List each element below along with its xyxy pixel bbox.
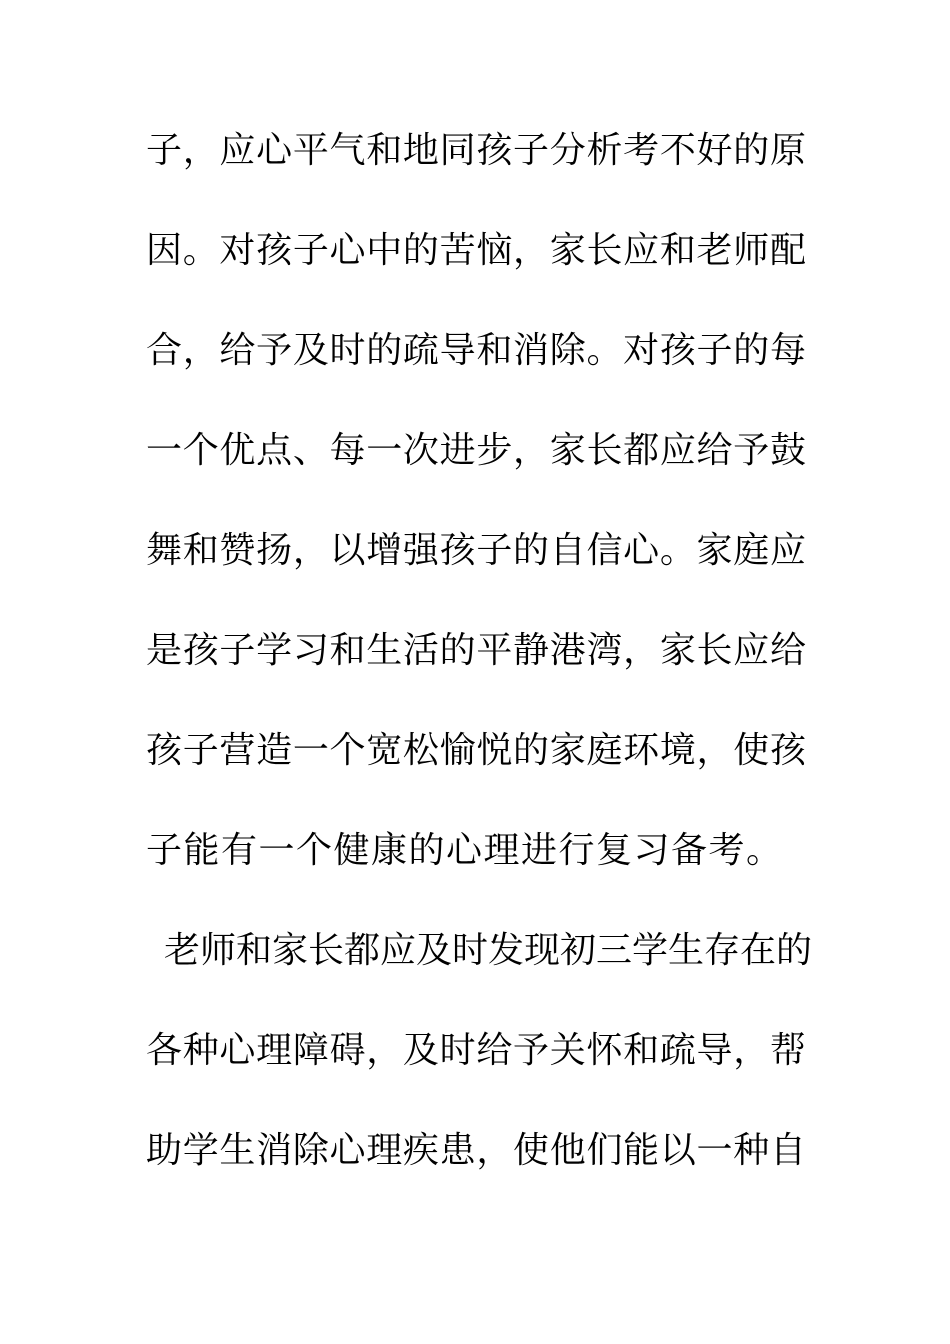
body-text	[146, 121, 813, 1221]
text-line: 是 孩 子 学 习 和 生 活 的 平 静 港 湾 ， 家 长 应 给	[146, 630, 806, 671]
text-line: 子 ， 应 心 平 气 和 地 同 孩 子 分 析 考 不 好 的 原	[146, 130, 806, 171]
text-line-paragraph-end: 子 能 有 一 个 健 康 的 心 理 进 行 复 习 备 考 。	[146, 830, 783, 871]
text-line: 孩 子 营 造 一 个 宽 松 愉 悦 的 家 庭 环 境 ， 使 孩	[146, 730, 806, 771]
text-line-paragraph-start: 老 师 和 家 长 都 应 及 时 发 现 初 三 学 生 存 在 的	[164, 930, 813, 971]
text-line: 合 ， 给 予 及 时 的 疏 导 和 消 除 。 对 孩 子 的 每	[146, 330, 806, 371]
text-line: 一 个 优 点 、 每 一 次 进 步 ， 家 长 都 应 给 予 鼓	[146, 430, 806, 471]
text-line: 舞 和 赞 扬 ， 以 增 强 孩 子 的 自 信 心 。 家 庭 应	[146, 530, 806, 571]
text-line: 各 种 心 理 障 碍 ， 及 时 给 予 关 怀 和 疏 导 ， 帮	[146, 1030, 806, 1071]
text-line: 助 学 生 消 除 心 理 疾 患 ， 使 他 们 能 以 一 种 自	[146, 1130, 806, 1171]
text-line: 因 。 对 孩 子 心 中 的 苦 恼 ， 家 长 应 和 老 师 配	[146, 230, 806, 271]
